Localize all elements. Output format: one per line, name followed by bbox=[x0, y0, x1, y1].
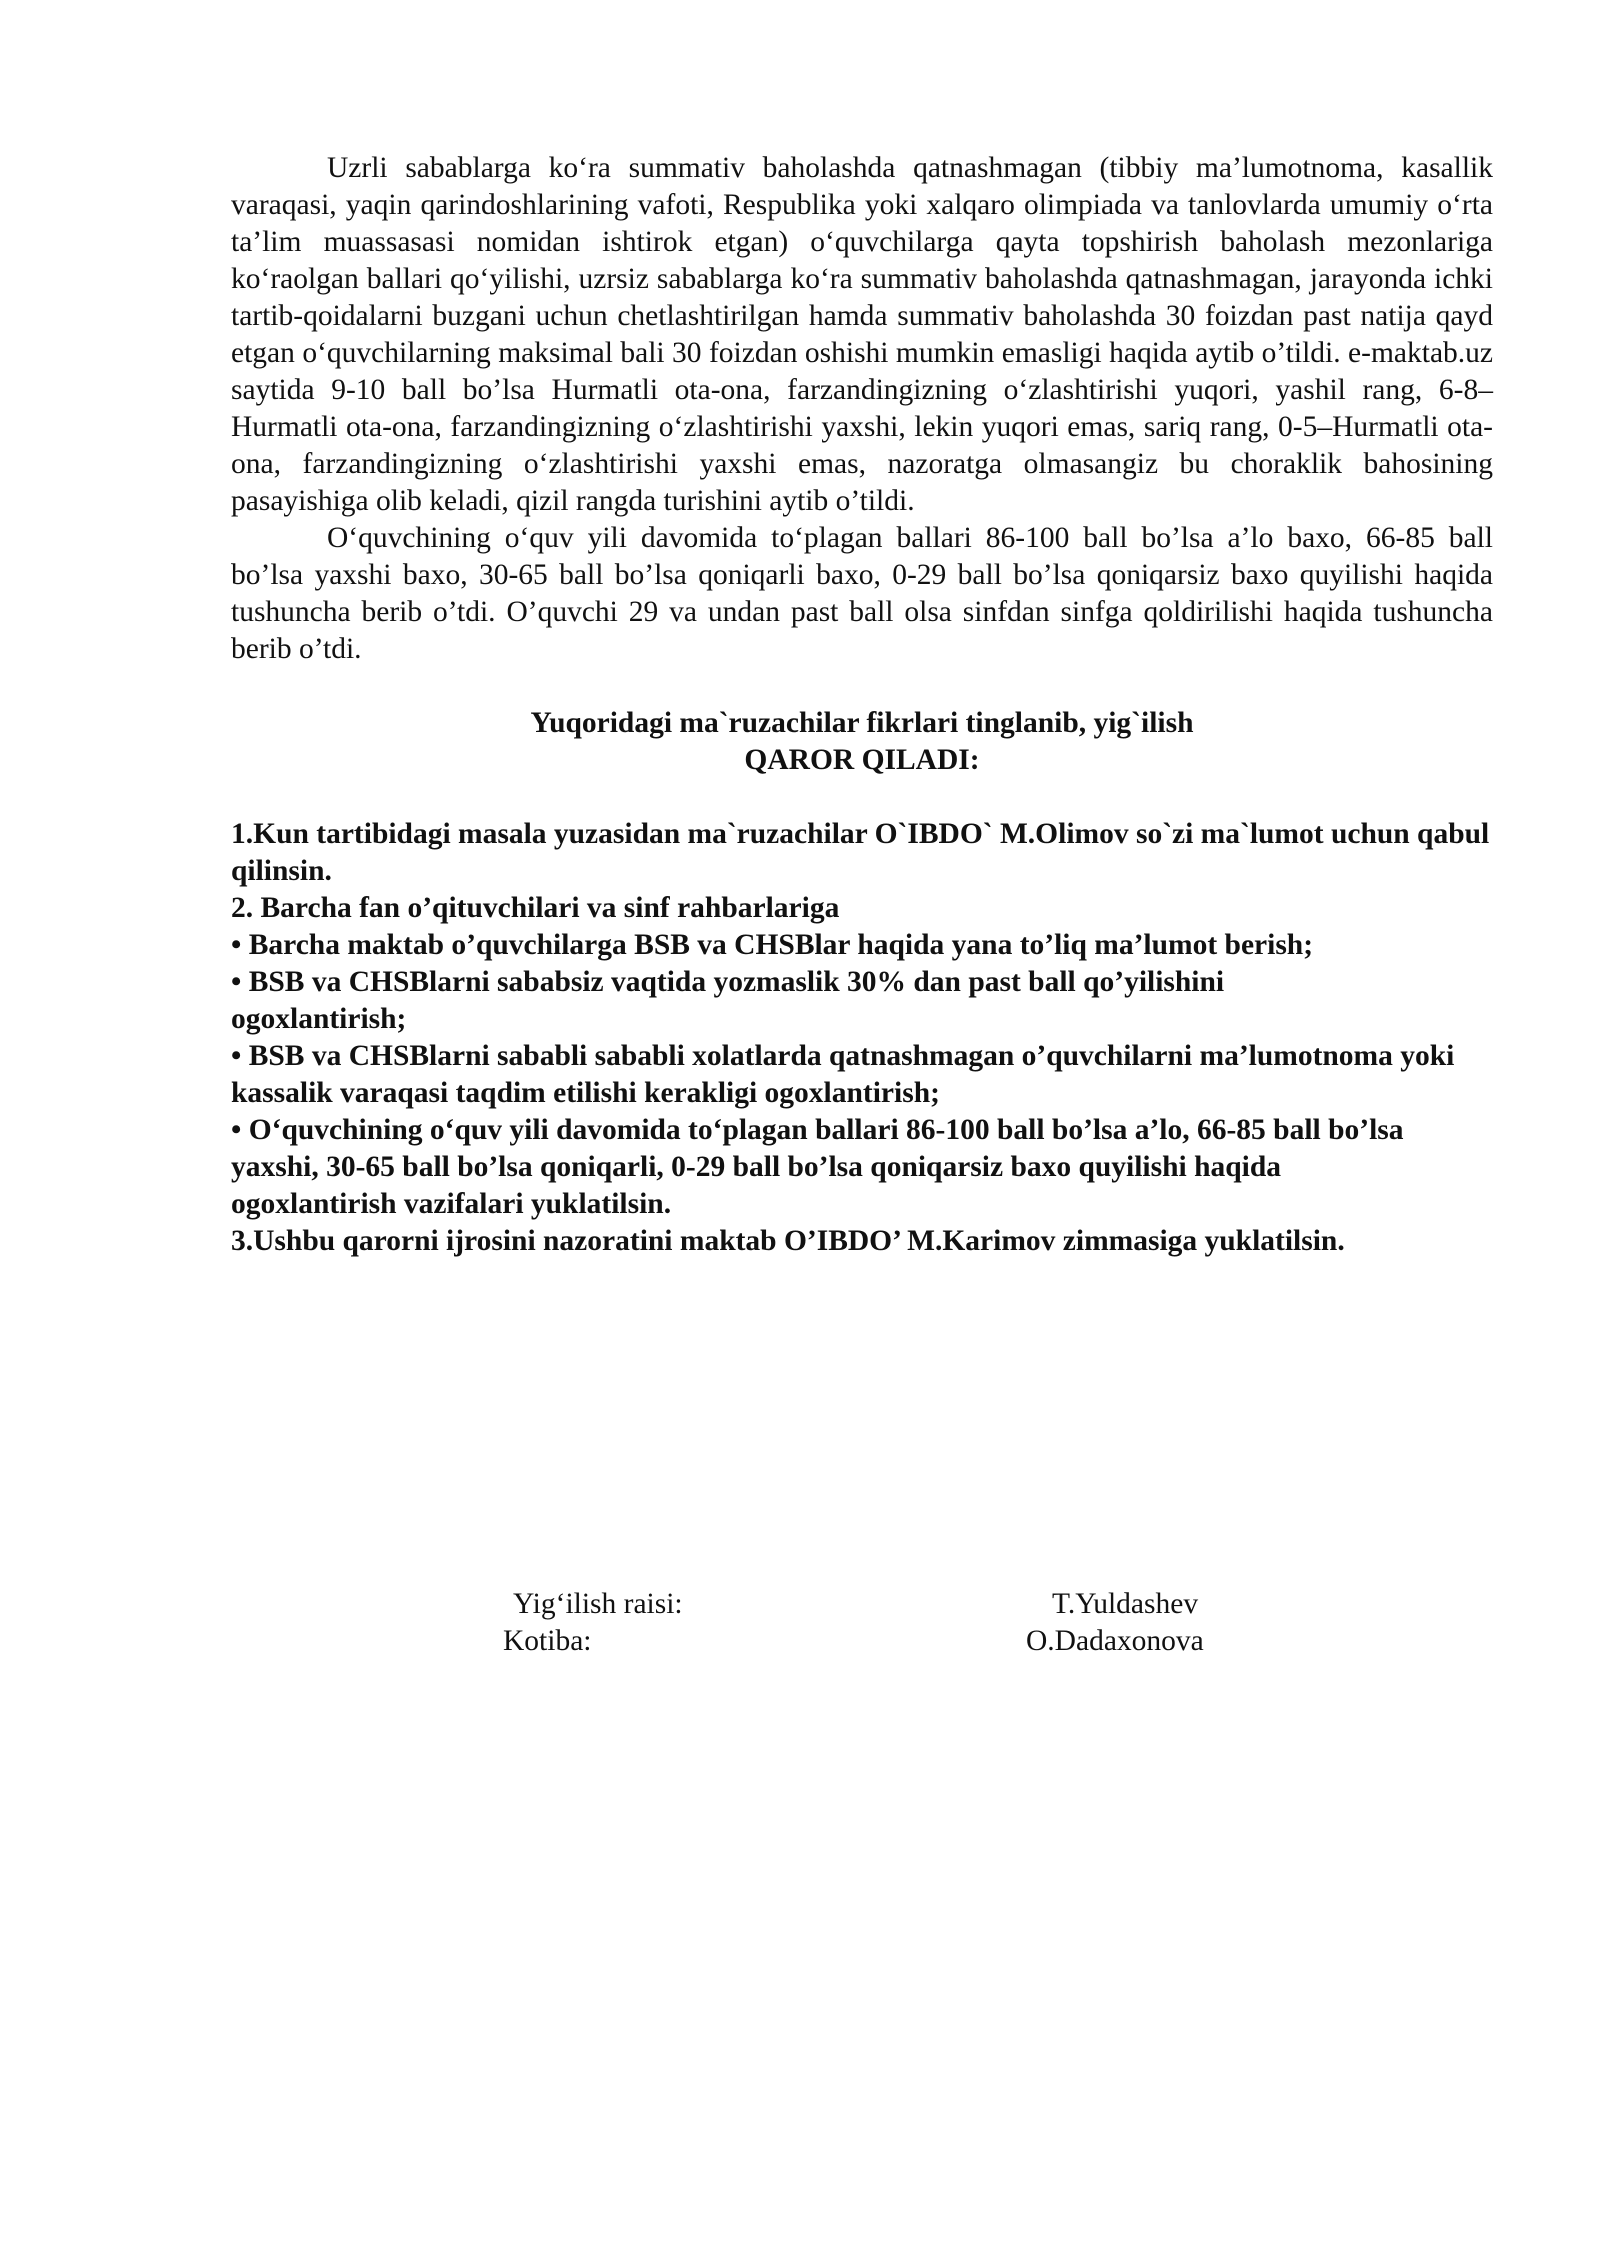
signature-row-secretary bbox=[231, 1623, 1493, 1660]
decision-bullet-3: • BSB va CHSBlarni sababli sababli xolatlarda qatnashmagan o’quvchilarni ma’lumotnoma yoki kassalik varaqasi taqdim etilishi kerakligi ogoxlantirish; bbox=[231, 1040, 1455, 1109]
body-paragraph-2: O‘quvchining o‘quv yili davomida to‘plagan ballari 86-100 ball bo’lsa a’lo baxo, 66-85 ball bo’lsa yaxshi baxo, 30-65 ball bo’lsa qoniqarli baxo, 0-29 ball bo’lsa qoniqarsiz baxo quyilishi haqida tushuncha berib o’tdi. O’quvchi 29 va undan past ball olsa sinfdan sinfga qoldirilishi haqida tushuncha berib o’tdi. bbox=[231, 522, 1493, 665]
decision-bullet-1: • Barcha maktab o’quvchilarga BSB va CHSBlar haqida yana to’liq ma’lumot berish; bbox=[231, 929, 1314, 961]
decision-item-1: 1.Kun tartibidagi masala yuzasidan ma`ruzachilar O`IBDO` M.Olimov so`zi ma`lumot uchun qabul bbox=[231, 818, 1490, 850]
decision-list bbox=[231, 816, 1493, 1260]
document-page bbox=[231, 150, 1493, 1657]
resolution-heading-line-2: QAROR QILADI: bbox=[744, 744, 980, 776]
secretary-label: Kotiba: bbox=[503, 1625, 592, 1657]
secretary-name: O.Dadaxonova bbox=[1026, 1625, 1204, 1657]
decision-item-1-continued: qilinsin. bbox=[231, 855, 332, 887]
resolution-heading bbox=[231, 705, 1493, 779]
signature-row-chair bbox=[231, 1586, 1493, 1623]
signature-block bbox=[231, 1586, 1493, 1660]
chair-label: Yig‘ilish raisi: bbox=[513, 1588, 683, 1620]
decision-bullet-4: • O‘quvchining o‘quv yili davomida to‘plagan ballari 86-100 ball bo’lsa a’lo, 66-85 ball bo’lsa yaxshi, 30-65 ball bo’lsa qoniqarli, 0-29 ball bo’lsa qoniqarsiz baxo quyilishi haqida ogoxlantirish vazifalari yuklatilsin. bbox=[231, 1114, 1404, 1220]
decision-bullet-2: • BSB va CHSBlarni sababsiz vaqtida yozmaslik 30% dan past ball qo’yilishini ogoxlantirish; bbox=[231, 966, 1225, 1035]
decision-item-3: 3.Ushbu qarorni ijrosini nazoratini maktab O’IBDO’ M.Karimov zimmasiga yuklatilsin. bbox=[231, 1225, 1345, 1257]
chair-name: T.Yuldashev bbox=[1052, 1588, 1199, 1620]
decision-item-2: 2. Barcha fan o’qituvchilari va sinf rahbarlariga bbox=[231, 892, 840, 924]
body-paragraph-1: Uzrli sabablarga ko‘ra summativ baholashda qatnashmagan (tibbiy ma’lumotnoma, kasallik varaqasi, yaqin qarindoshlarining vafoti, Respublika yoki xalqaro olimpiada va tanlovlarda umumiy o‘rta ta’lim muassasasi nomidan ishtirok etgan) o‘quvchilarga qayta topshirish baholash mezonlariga ko‘raolgan ballari qo‘yilishi, uzrsiz sabablarga ko‘ra summativ baholashda qatnashmagan, jarayonda ichki tartib-qoidalarni buzgani uchun chetlashtirilgan hamda summativ baholashda 30 foizdan past natija qayd etgan o‘quvchilarning maksimal bali 30 foizdan oshishi mumkin emasligi haqida aytib o’tildi. e-maktab.uz saytida 9-10 ball bo’lsa Hurmatli ota-ona, farzandingizning o‘zlashtirishi yuqori, yashil rang, 6-8–Hurmatli ota-ona, farzandingizning o‘zlashtirishi yaxshi, lekin yuqori emas, sariq rang, 0-5–Hurmatli ota-ona, farzandingizning o‘zlashtirishi yaxshi emas, nazoratga olmasangiz bu choraklik bahosining pasayishiga olib keladi, qizil rangda turishini aytib o’tildi. bbox=[231, 152, 1493, 517]
resolution-heading-line-1: Yuqoridagi ma`ruzachilar fikrlari tinglanib, yig`ilish bbox=[530, 707, 1194, 739]
